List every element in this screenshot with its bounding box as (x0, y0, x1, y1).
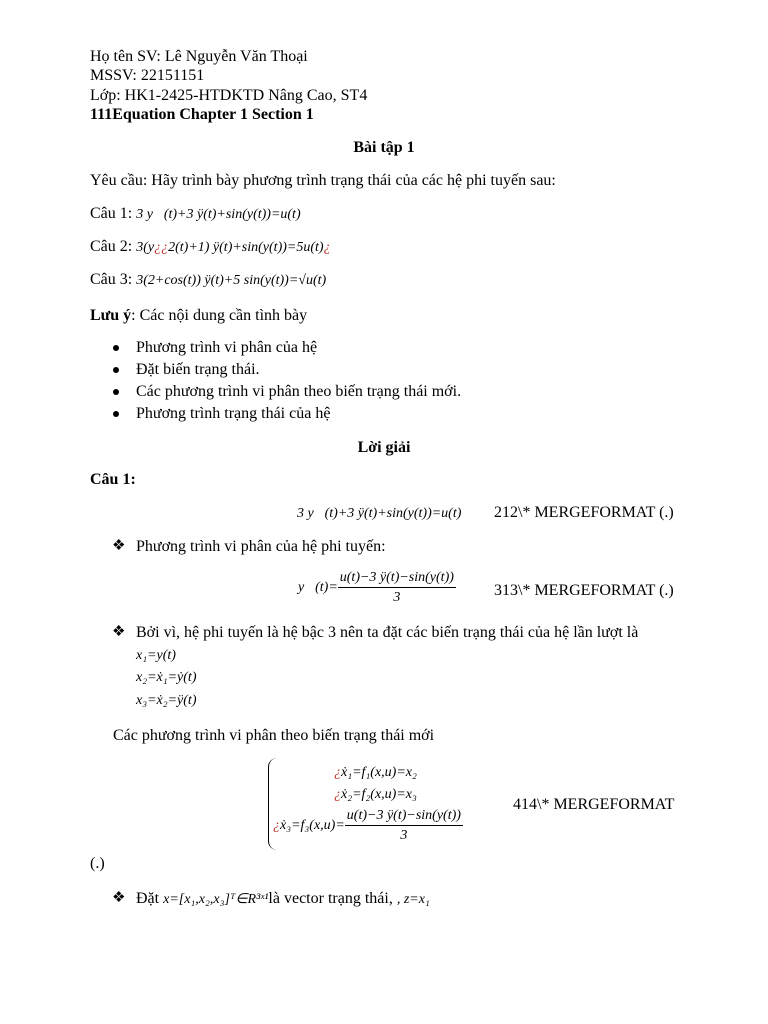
class-line: Lớp: HK1-2425-HTDKTD Nâng Cao, ST4 (90, 87, 368, 104)
list-item: Đặt biến trạng thái. (90, 360, 490, 379)
question-1-equation: 3 y⃛(t)+3 ÿ(t)+sin(y(t))=u(t) (136, 207, 301, 222)
exercise-title: Bài tập 1 (353, 139, 415, 156)
solution-title: Lời giải (357, 439, 411, 456)
system-eq-3-denominator: 3 (400, 828, 408, 843)
list-item: Phương trình vi phân của hệ (90, 338, 490, 357)
question-3 (90, 270, 326, 290)
list-item: Các phương trình vi phân theo biến trạng thái mới. (90, 382, 540, 401)
bullet-icon (113, 367, 119, 373)
bullet-icon (113, 345, 119, 351)
question-2-label: Câu 2: (90, 238, 137, 255)
equation-number-2: 212\* MERGEFORMAT (.) (494, 504, 674, 521)
main-equation: 3 y⃛(t)+3 ÿ(t)+sin(y(t))=u(t) (297, 506, 462, 521)
student-name: Họ tên SV: Lê Nguyễn Văn Thoại (90, 48, 308, 65)
state-def-3: x₃=ẋ₂=ÿ(t) (136, 693, 197, 708)
diff-eq-denominator: 3 (393, 590, 401, 605)
state-def-1: x₁=y(t) (136, 648, 176, 663)
requirement-text: Yêu cầu: Hãy trình bày phương trình trạng thái của các hệ phi tuyến sau: (90, 172, 556, 189)
state-def-2: x₂=ẋ₁=ẏ(t) (136, 670, 197, 685)
diamond-bullet-icon: ❖ (112, 538, 126, 554)
equation-number-4: 414\* MERGEFORMAT (513, 796, 675, 813)
list-item: Phương trình trạng thái của hệ (90, 404, 490, 423)
bullet-icon (113, 411, 119, 417)
note-label: Lưu ý (90, 307, 132, 324)
note-text: : Các nội dung cần tình bày (131, 307, 308, 324)
student-id: MSSV: 22151151 (90, 67, 205, 84)
equation-number-3: 313\* MERGEFORMAT (.) (494, 582, 674, 599)
question-3-equation: 3(2+cos(t)) ÿ(t)+5 sin(y(t))=√u(t) (136, 273, 327, 288)
question-2 (90, 237, 331, 257)
state-vector-line: ❖ Đặt x=[x₁,x₂,x₃]ᵀ∈R³ˣ¹là vector trạng thái, , z=x₁ (112, 890, 430, 907)
system-eq-1: ¿ẋ₁=f₁(x,u)=x₂ (334, 765, 417, 780)
system-eq-2: ¿ẋ₂=f₂(x,u)=x₃ (334, 787, 417, 802)
question-1 (90, 204, 301, 224)
question-1-heading: Câu 1: (90, 471, 136, 488)
question-1-label: Câu 1: (90, 205, 137, 222)
diff-equation: y⃛(t)= $\frac{u(t)-3 ÿ(t)-\sin(y(t))}{3}$ (298, 570, 454, 605)
equation-number-4-tail: (.) (90, 855, 105, 872)
question-3-label: Câu 3: (90, 271, 137, 288)
note-line (90, 306, 307, 325)
diamond-bullet-icon: ❖ (112, 890, 126, 906)
state-intro: ❖ Bởi vì, hệ phi tuyến là hệ bậc 3 nên ta đặt các biến trạng thái của hệ lần lượt là (112, 624, 639, 641)
diff-eq-intro: ❖ Phương trình vi phân của hệ phi tuyến: (112, 538, 386, 555)
new-eq-intro: Các phương trình vi phân theo biến trạng thái mới (113, 727, 435, 744)
system-eq-3-numerator: u(t)−3 ÿ(t)−sin(y(t)) (345, 806, 463, 826)
diamond-bullet-icon: ❖ (112, 624, 126, 640)
equation-chapter-line: 111Equation Chapter 1 Section 1 (90, 106, 314, 123)
question-2-equation: 3(y¿¿2(t)+1) ÿ(t)+sin(y(t))=5u(t)¿ (136, 240, 331, 255)
bullet-icon (113, 389, 119, 395)
system-eq-3: ¿ẋ₃=f₃(x,u)= $\frac{u(t)-3 ÿ(t)-\sin(y(t))}{3}$ (273, 808, 461, 843)
diff-eq-numerator: u(t)−3 ÿ(t)−sin(y(t)) (338, 568, 456, 588)
